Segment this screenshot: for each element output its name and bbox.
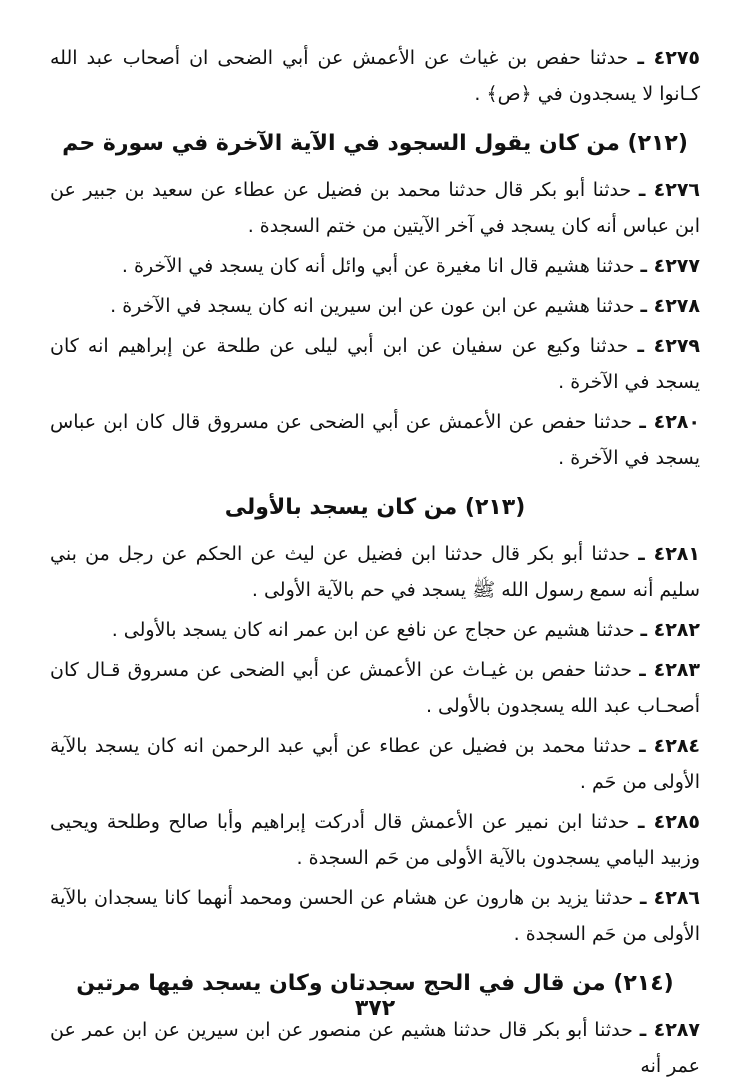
hadith-paragraph bbox=[50, 612, 700, 648]
section-heading: (٢١٢) من كان يقول السجود في الآية الآخرة في سورة حم bbox=[62, 131, 688, 156]
hadith-number: ٤٢٧٩ ـ bbox=[637, 335, 701, 357]
hadith-text: حدثنا حفص بن غياث عن الأعمش عن أبي الضحى ان أصحاب عبد الله كـانوا لا يسجدون في ﴿ص﴾ . bbox=[50, 47, 700, 105]
hadith-number: ٤٢٧٧ ـ bbox=[640, 255, 700, 277]
hadith-paragraph bbox=[50, 1012, 700, 1084]
hadith-text: حدثنا أبو بكر قال حدثنا ابن فضيل عن ليث عن الحكم عن رجل من بني سليم أنه سمع رسول الله ﷺ يسجد في حم بالآية الأولى . bbox=[50, 543, 700, 601]
hadith-text: حدثنا أبو بكر قال حدثنا هشيم عن منصور عن ابن سيرين عن ابن عمر عن عمر أنه bbox=[50, 1019, 700, 1077]
hadith-number: ٤٢٨٣ ـ bbox=[639, 659, 700, 681]
hadith-number: ٤٢٧٥ ـ bbox=[637, 47, 701, 69]
hadith-paragraph bbox=[50, 288, 700, 324]
section-heading: (٢١٣) من كان يسجد بالأولى bbox=[224, 495, 526, 520]
hadith-text: حدثنا أبو بكر قال حدثنا محمد بن فضيل عن عطاء عن سعيد بن جبير عن ابن عباس أنه كان يسجد في آخر الآيتين من ختم السجدة . bbox=[50, 179, 700, 237]
hadith-paragraph bbox=[50, 404, 700, 476]
hadith-paragraph bbox=[50, 652, 700, 724]
hadith-paragraph bbox=[50, 328, 700, 400]
hadith-paragraph bbox=[50, 536, 700, 608]
hadith-paragraph bbox=[50, 880, 700, 952]
hadith-paragraph bbox=[50, 804, 700, 876]
hadith-number: ٤٢٨٥ ـ bbox=[638, 811, 701, 833]
hadith-number: ٤٢٧٨ ـ bbox=[640, 295, 700, 317]
hadith-text: حدثنا يزيد بن هارون عن هشام عن الحسن ومحمد أنهما كانا يسجدان بالآية الأولى من حَم السجدة . bbox=[50, 887, 700, 945]
hadith-text: حدثنا محمد بن فضيل عن عطاء عن أبي عبد الرحمن انه كان يسجد بالآية الأولى من حَم . bbox=[50, 735, 700, 793]
document-page bbox=[50, 40, 700, 1088]
hadith-number: ٤٢٨٧ ـ bbox=[639, 1019, 700, 1041]
hadith-paragraph bbox=[50, 728, 700, 800]
hadith-paragraph bbox=[50, 40, 700, 112]
hadith-text: حدثنا ابن نمير عن الأعمش قال أدركت إبراهيم وأبا صالح وطلحة ويحيى وزبيد اليامي يسجدون بالآية الأولى من حَم السجدة . bbox=[50, 811, 700, 869]
hadith-number: ٤٢٨٠ ـ bbox=[639, 411, 700, 433]
hadith-text: حدثنا هشيم عن ابن عون عن ابن سيرين انه كان يسجد في الآخرة . bbox=[110, 295, 635, 317]
hadith-number: ٤٢٨٢ ـ bbox=[640, 619, 700, 641]
hadith-number: ٤٢٨٤ ـ bbox=[639, 735, 701, 757]
hadith-number: ٤٢٨٦ ـ bbox=[639, 887, 701, 909]
hadith-number: ٤٢٧٦ ـ bbox=[638, 179, 701, 201]
hadith-text: حدثنا حفص بن غيـاث عن الأعمش عن أبي الضحى عن مسروق قـال كان أصحـاب عبد الله يسجدون بالأولى . bbox=[50, 659, 700, 717]
page-number: ٣٧٢ bbox=[354, 996, 396, 1021]
hadith-text: حدثنا وكيع عن سفيان عن ابن أبي ليلى عن طلحة عن إبراهيم انه كان يسجد في الآخرة . bbox=[50, 335, 700, 393]
hadith-paragraph bbox=[50, 172, 700, 244]
hadith-text: حدثنا هشيم عن حجاج عن نافع عن ابن عمر انه كان يسجد بالأولى . bbox=[111, 619, 635, 641]
section-heading: (٢١٤) من قال في الحج سجدتان وكان يسجد فيها مرتين bbox=[76, 971, 674, 996]
hadith-number: ٤٢٨١ ـ bbox=[638, 543, 700, 565]
hadith-paragraph bbox=[50, 248, 700, 284]
hadith-text: حدثنا هشيم قال انا مغيرة عن أبي وائل أنه كان يسجد في الآخرة . bbox=[121, 255, 635, 277]
hadith-text: حدثنا حفص عن الأعمش عن أبي الضحى عن مسروق قال كان ابن عباس يسجد في الآخرة . bbox=[50, 411, 700, 469]
